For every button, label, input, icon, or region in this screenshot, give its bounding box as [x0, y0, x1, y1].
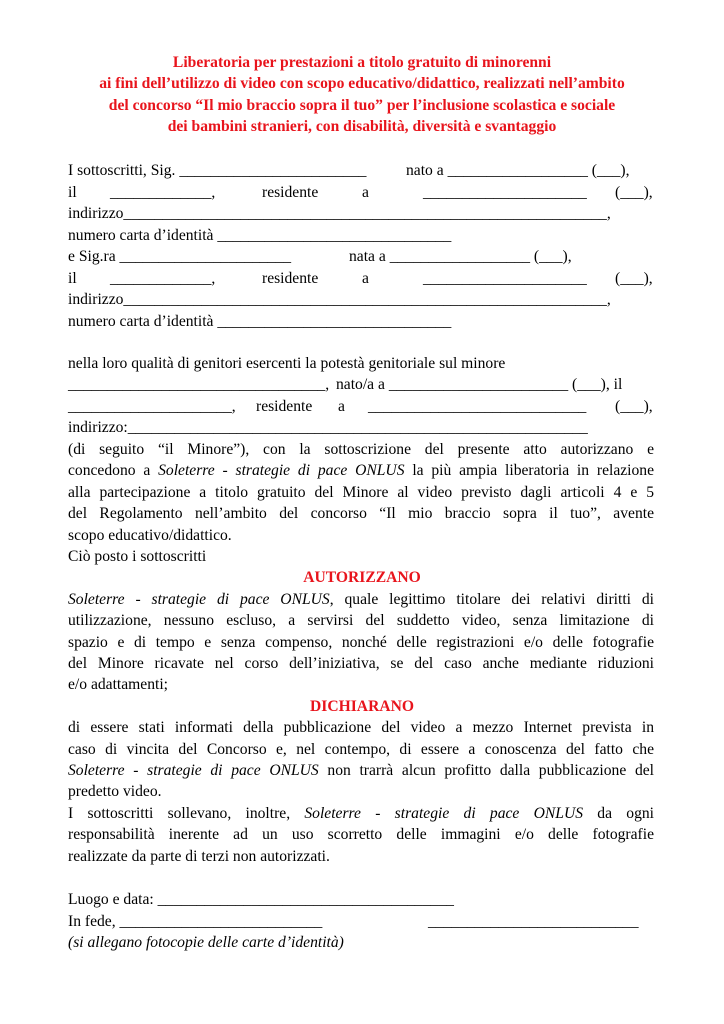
- place-date-field: Luogo e data: ______________________________________: [68, 891, 454, 908]
- body-text: di essere stati informati della pubblicazione del video a mezzo Internet prevista in: [68, 719, 654, 736]
- parent2-residence-field: _____________________: [423, 270, 587, 287]
- label-residente: residente: [262, 184, 319, 201]
- parent2-birthdate-field: _____________,: [110, 270, 216, 287]
- parent2-address-field: indirizzo______________________________________________________________,: [68, 291, 611, 308]
- heading-autorizzano: AUTORIZZANO: [303, 569, 421, 586]
- title-line-1: Liberatoria per prestazioni a titolo gratuito di minorenni: [172, 54, 552, 71]
- body-text: [68, 803, 654, 824]
- body-text: caso di vincita del Concorso e, nel contempo, di essere a conoscenza del fatto che: [68, 741, 654, 758]
- parent1-birthplace-field: nato a __________________ (___),: [406, 162, 630, 179]
- body-text: spazio e di tempo e senza compenso, nonché delle registrazioni e/o delle fotografie: [68, 634, 654, 651]
- label-a: a: [338, 398, 345, 415]
- parent2-name-field: e Sig.ra ______________________: [68, 248, 292, 265]
- minor-address-field: indirizzo:___________________________________________________________: [68, 419, 588, 436]
- body-text: [68, 760, 654, 781]
- parent1-residence-field: _____________________: [423, 184, 587, 201]
- label-a: a: [362, 270, 369, 287]
- body-text: I sottoscritti sollevano, inoltre,: [68, 805, 305, 822]
- body-text: utilizzazione, nessuno escluso, a servirsi del suddetto video, senza limitazione di: [68, 612, 654, 629]
- body-text: [68, 589, 654, 610]
- body-text: , quale legittimo titolare dei relativi diritti di: [329, 591, 655, 608]
- parent1-name-field: I sottoscritti, Sig. ________________________: [68, 162, 367, 179]
- body-text: alla partecipazione a titolo gratuito del Minore al video previsto dagli articoli 4 e 5: [68, 484, 654, 501]
- label-residente: residente: [256, 398, 313, 415]
- parent2-id-field: numero carta d’identità ______________________________: [68, 313, 452, 330]
- title-line-4: dei bambini stranieri, con disabilità, diversità e svantaggio: [167, 118, 557, 135]
- label-il: il: [68, 270, 77, 287]
- body-text: (di seguito “il Minore”), con la sottoscrizione del presente atto autorizzano e: [68, 441, 654, 458]
- body-text: del Minore ricavate nel corso dell’iniziativa, se del caso anche mediante riduzioni: [68, 655, 654, 672]
- parent1-birthdate-field: _____________,: [110, 184, 216, 201]
- body-text: scopo educativo/didattico.: [68, 527, 232, 544]
- signature-field-1: In fede, __________________________: [68, 913, 323, 930]
- body-text: Ciò posto i sottoscritti: [68, 548, 207, 565]
- minor-intro: nella loro qualità di genitori esercenti la potestà genitoriale sul minore: [68, 355, 506, 372]
- body-text: non trarrà alcun profitto dalla pubblicazione del: [318, 762, 654, 779]
- org-name: Soleterre - strategie di pace ONLUS: [68, 762, 319, 779]
- body-text: la più ampia liberatoria in relazione: [404, 462, 655, 479]
- body-text: [68, 460, 654, 481]
- heading-dichiarano: DICHIARANO: [310, 698, 414, 715]
- title-line-3: del concorso “Il mio braccio sopra il tuo” per l’inclusione scolastica e sociale: [108, 97, 616, 114]
- minor-residence-field: ____________________________: [368, 398, 587, 415]
- parent2-birthplace-field: nata a __________________ (___),: [349, 248, 572, 265]
- attachment-note: (si allegano fotocopie delle carte d’identità): [68, 934, 344, 951]
- parent1-address-field: indirizzo______________________________________________________________,: [68, 205, 611, 222]
- parent1-id-field: numero carta d’identità ______________________________: [68, 227, 452, 244]
- title-line-2: ai fini dell’utilizzo di video con scopo educativo/didattico, realizzati nell’ambito: [99, 75, 625, 92]
- org-name: Soleterre - strategie di pace ONLUS: [158, 462, 405, 479]
- parent2-province-field: (___),: [615, 270, 653, 287]
- signature-field-2: ___________________________: [428, 913, 639, 930]
- label-il: il: [68, 184, 77, 201]
- body-text: concedono a: [68, 462, 159, 479]
- minor-province-field: (___),: [615, 398, 653, 415]
- parent1-province-field: (___),: [615, 184, 653, 201]
- org-name: Soleterre - strategie di pace ONLUS: [68, 591, 330, 608]
- org-name: Soleterre - strategie di pace ONLUS: [304, 805, 584, 822]
- label-a: a: [362, 184, 369, 201]
- body-text: realizzate da parte di terzi non autorizzati.: [68, 848, 330, 865]
- body-text: responsabilità inerente ad un uso scorretto delle immagini e/o delle fotografie: [68, 826, 654, 843]
- minor-birthdate-field: _____________________,: [68, 398, 236, 415]
- body-text: e/o adattamenti;: [68, 676, 169, 693]
- minor-birth-field: nato/a a _______________________ (___), il: [336, 376, 623, 393]
- label-residente: residente: [262, 270, 319, 287]
- body-text: da ogni: [583, 805, 654, 822]
- minor-name-field: _________________________________,: [68, 376, 330, 393]
- body-text: predetto video.: [68, 783, 162, 800]
- body-text: del Regolamento nell’ambito del concorso “Il mio braccio sopra il tuo”, avente: [68, 505, 654, 522]
